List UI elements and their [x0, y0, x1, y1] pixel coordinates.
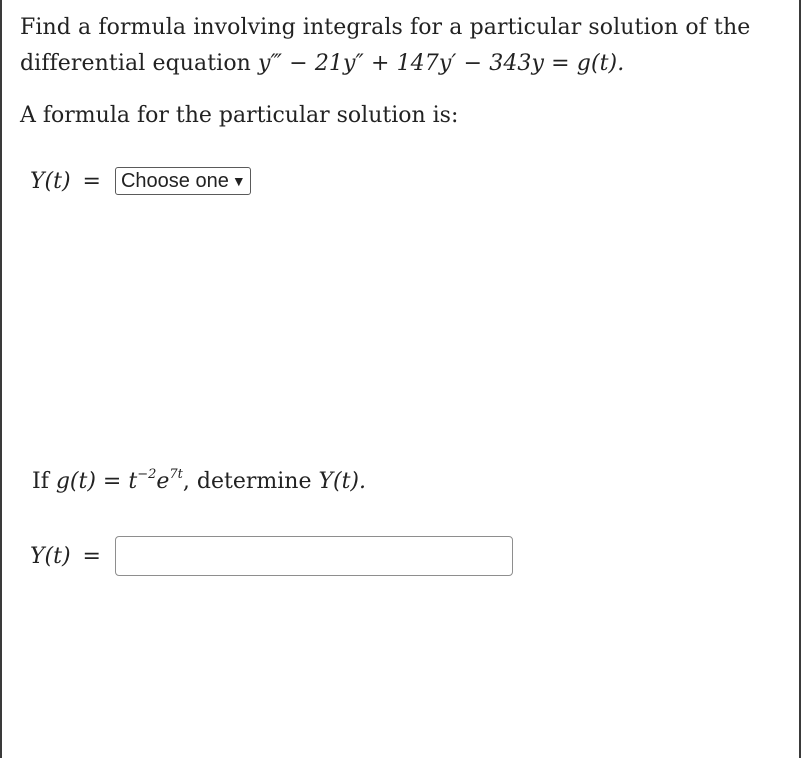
formula-row — [30, 164, 251, 198]
subquestion-target: Y(t). — [318, 469, 366, 494]
formula-choice-selected: Choose one — [120, 169, 229, 192]
formula-lhs-fn: Y(t) — [30, 168, 71, 194]
subquestion-determine: , determine — [182, 469, 312, 494]
answer-lhs — [30, 544, 115, 569]
subquestion-e: e — [156, 469, 170, 494]
question-text — [20, 10, 790, 82]
formula-equals: = — [82, 168, 101, 194]
subquestion-prompt — [32, 464, 366, 500]
answer-intro: A formula for the particular solution is: — [20, 103, 459, 128]
question-line-2-prefix: differential equation — [20, 51, 251, 76]
answer-lhs-fn: Y(t) — [30, 543, 71, 569]
answer-equals: = — [82, 543, 101, 569]
question-line-2 — [20, 46, 790, 82]
answer-input[interactable] — [115, 536, 513, 576]
differential-equation: y‴ − 21y″ + 147y′ − 343y = g(t). — [258, 51, 625, 76]
subquestion-exponent-e: 7t — [169, 467, 183, 482]
subquestion-g-lhs: g(t) = t — [55, 469, 138, 494]
formula-choice-dropdown[interactable] — [115, 167, 251, 195]
dropdown-caret-icon: ▼ — [231, 173, 246, 189]
subquestion-exponent-t: −2 — [137, 467, 157, 482]
answer-row — [30, 536, 513, 576]
question-line-1: Find a formula involving integrals for a particular solution of the — [20, 15, 751, 40]
subquestion-if: If — [32, 469, 49, 494]
formula-lhs — [30, 169, 115, 194]
